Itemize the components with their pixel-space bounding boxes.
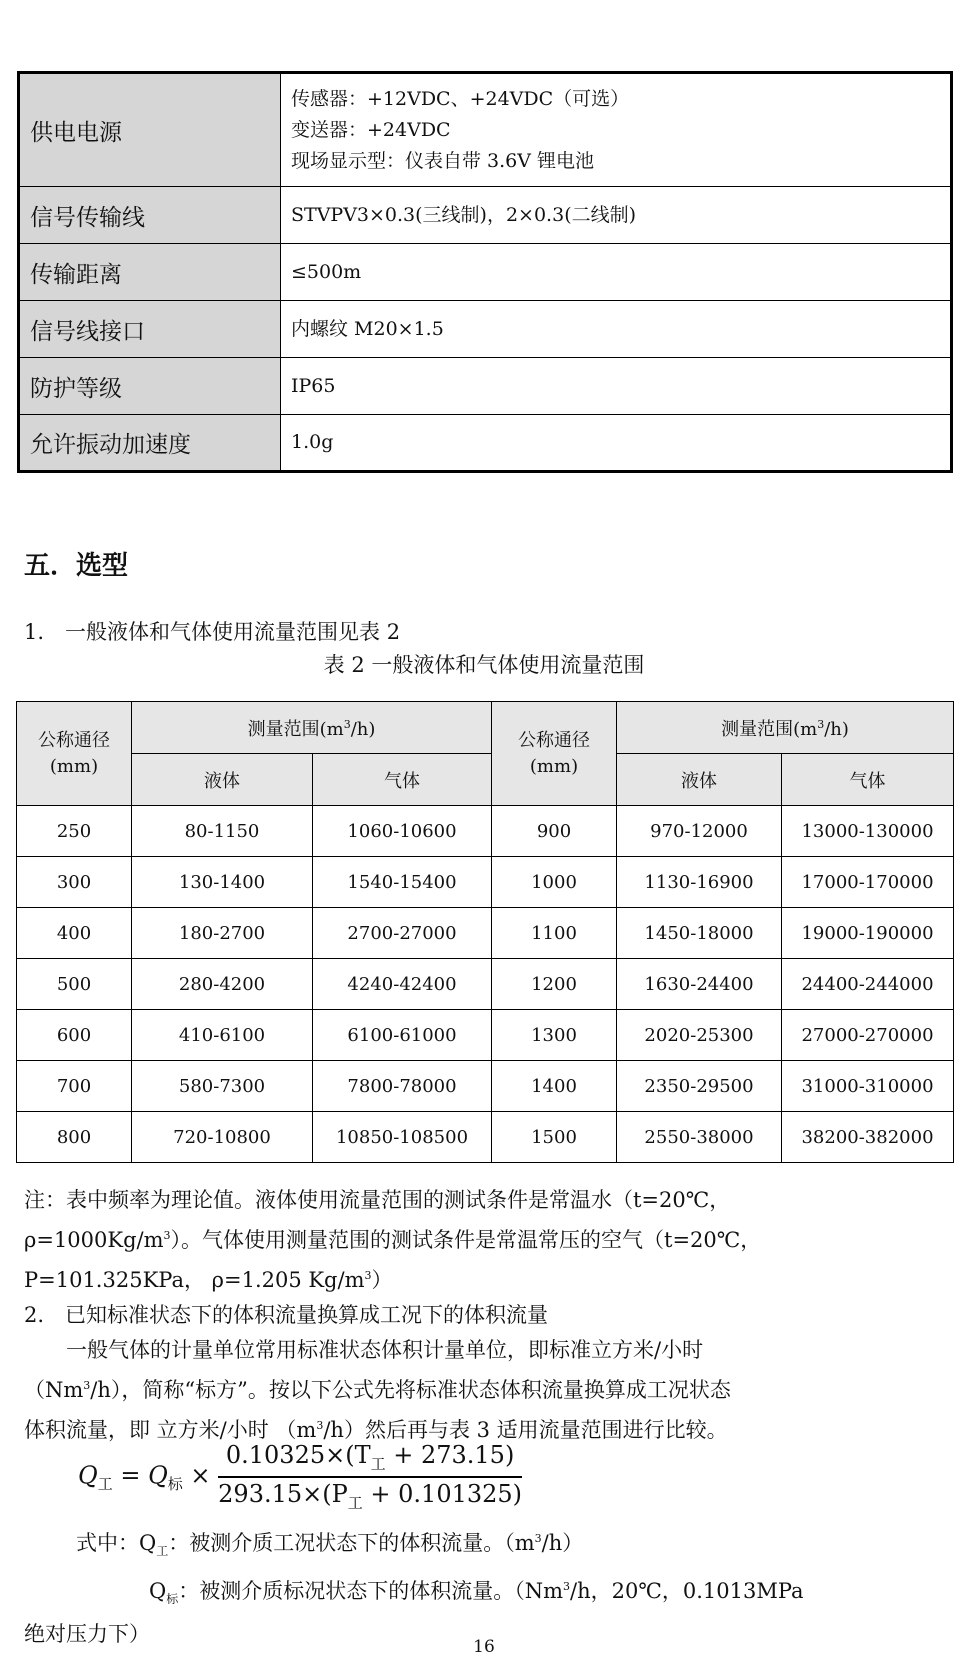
formula-times: ×	[182, 1461, 211, 1490]
formula-fraction	[218, 1441, 522, 1513]
formula-where	[24, 1521, 954, 1652]
note-line	[24, 1258, 954, 1298]
table-cell: 1500	[492, 1112, 617, 1163]
table-cell: 10850-108500	[313, 1112, 492, 1163]
para-sup: 3	[83, 1379, 91, 1392]
where-text: /h，20℃，0.1013MPa	[570, 1579, 804, 1604]
formula-text: 0.10325×(T	[225, 1441, 371, 1469]
range-header-sup: 3	[817, 717, 825, 731]
table-cell: 31000-310000	[782, 1061, 954, 1112]
formula-q: Q	[78, 1461, 98, 1490]
note-text: ）	[371, 1268, 393, 1292]
spec-line: 传感器：+12VDC、+24VDC（可选）	[291, 87, 630, 110]
table-cell: 1400	[492, 1061, 617, 1112]
note-sup: 3	[364, 1269, 372, 1282]
where-sup: 3	[563, 1580, 571, 1594]
range-header	[617, 702, 954, 754]
table-cell: 1450-18000	[617, 908, 782, 959]
liquid-header: 液体	[617, 754, 782, 806]
para-text: 体积流量，即 立方米/小时 （m	[24, 1418, 317, 1442]
table-cell: 1060-10600	[313, 806, 492, 857]
spec-key: 防护等级	[19, 358, 281, 415]
table-cell: 24400-244000	[782, 959, 954, 1010]
spec-value: 1.0g	[281, 415, 952, 472]
para-line: 一般气体的计量单位常用标准状态体积计量单位，即标准立方米/小时	[24, 1338, 704, 1362]
table-cell: 1540-15400	[313, 857, 492, 908]
table-cell: 6100-61000	[313, 1010, 492, 1061]
page-number: 16	[473, 1637, 495, 1657]
para-sup: 3	[316, 1419, 324, 1432]
spec-value: STVPV3×0.3(三线制)，2×0.3(二线制)	[281, 187, 952, 244]
table-caption: 表 2 一般液体和气体使用流量范围	[323, 653, 645, 677]
table-cell: 2020-25300	[617, 1010, 782, 1061]
dn-header	[17, 702, 132, 806]
dn-header-unit: (mm)	[529, 755, 579, 777]
table-cell: 4240-42400	[313, 959, 492, 1010]
spec-row	[19, 73, 952, 187]
spec-line: 变送器：+24VDC	[291, 118, 451, 141]
where-line	[24, 1569, 954, 1617]
spec-line: 现场显示型：仪表自带 3.6V 锂电池	[291, 149, 595, 172]
spec-row	[19, 244, 952, 301]
spec-key: 供电电源	[19, 73, 281, 187]
table-cell: 1130-16900	[617, 857, 782, 908]
formula-sub: 工	[97, 1475, 113, 1494]
where-sub: 工	[156, 1544, 169, 1559]
note-text: P=101.325KPa， ρ=1.205 Kg/m	[24, 1268, 365, 1292]
para-line	[24, 1368, 954, 1408]
subheader-row	[17, 754, 954, 806]
conversion-formula	[78, 1441, 522, 1513]
item-2: 2. 已知标准状态下的体积流量换算成工况下的体积流量	[24, 1303, 549, 1327]
spec-key: 允许振动加速度	[19, 415, 281, 472]
table-cell: 600	[17, 1010, 132, 1061]
note-text: ρ=1000Kg/m	[24, 1228, 164, 1252]
para-text: /h），简称“标方”。按以下公式先将标准状态体积流量换算成工况状态	[90, 1378, 731, 1402]
gas-header: 气体	[782, 754, 954, 806]
range-header-label: 测量范围(m	[247, 718, 344, 740]
para-text: （Nm	[24, 1378, 84, 1402]
table-row	[17, 806, 954, 857]
dn-header-unit: (mm)	[49, 755, 99, 777]
spec-value	[281, 73, 952, 187]
section-title: 五．选型	[24, 551, 129, 581]
range-header-sup: 3	[343, 717, 351, 731]
spec-value: IP65	[281, 358, 952, 415]
table-cell: 2700-27000	[313, 908, 492, 959]
dn-header-label: 公称通径	[38, 729, 110, 751]
flow-range-table	[16, 701, 954, 1163]
spec-value: ≤500m	[281, 244, 952, 301]
table-cell: 250	[17, 806, 132, 857]
spec-row	[19, 301, 952, 358]
spec-row	[19, 358, 952, 415]
dn-header-label: 公称通径	[518, 729, 590, 751]
table-cell: 19000-190000	[782, 908, 954, 959]
table-cell: 900	[492, 806, 617, 857]
formula-text: + 273.15)	[385, 1441, 515, 1469]
table-cell: 2350-29500	[617, 1061, 782, 1112]
table-cell: 280-4200	[132, 959, 313, 1010]
table-cell: 500	[17, 959, 132, 1010]
table-cell: 27000-270000	[782, 1010, 954, 1061]
table-cell: 400	[17, 908, 132, 959]
formula-sub: 工	[347, 1493, 363, 1512]
table-row	[17, 908, 954, 959]
spec-key: 信号传输线	[19, 187, 281, 244]
table-cell: 1200	[492, 959, 617, 1010]
table-row	[17, 857, 954, 908]
note-text: ）。气体使用测量范围的测试条件是常温常压的空气（t=20℃，	[170, 1228, 762, 1252]
table-row	[17, 959, 954, 1010]
table-cell: 300	[17, 857, 132, 908]
formula-text: + 0.101325)	[362, 1479, 523, 1508]
range-header-tail: /h)	[824, 718, 849, 740]
table-row	[17, 1010, 954, 1061]
spec-key: 信号线接口	[19, 301, 281, 358]
formula-eq: = Q	[112, 1461, 168, 1490]
table-cell: 17000-170000	[782, 857, 954, 908]
spec-table	[17, 71, 953, 473]
formula-sub: 工	[370, 1454, 386, 1473]
note-line: 注：表中频率为理论值。液体使用流量范围的测试条件是常温水（t=20℃，	[24, 1188, 731, 1212]
table-cell: 80-1150	[132, 806, 313, 857]
item-1: 1. 一般液体和气体使用流量范围见表 2	[24, 620, 401, 644]
table-cell: 38200-382000	[782, 1112, 954, 1163]
spec-value: 内螺纹 M20×1.5	[281, 301, 952, 358]
formula-sub: 标	[167, 1475, 183, 1494]
table-cell: 130-1400	[132, 857, 313, 908]
dn-header	[492, 702, 617, 806]
spec-key: 传输距离	[19, 244, 281, 301]
note-sup: 3	[163, 1229, 171, 1242]
liquid-header: 液体	[132, 754, 313, 806]
range-header	[132, 702, 492, 754]
para-text: /h）然后再与表 3 适用流量范围进行比较。	[323, 1418, 728, 1442]
table-cell: 1100	[492, 908, 617, 959]
flow-table-body	[17, 806, 954, 1163]
formula-text: 293.15×(P	[218, 1479, 348, 1508]
table-cell: 1300	[492, 1010, 617, 1061]
where-line: 绝对压力下）	[24, 1622, 150, 1647]
table-cell: 800	[17, 1112, 132, 1163]
where-text: Q	[149, 1579, 167, 1604]
table-cell: 7800-78000	[313, 1061, 492, 1112]
table-cell: 720-10800	[132, 1112, 313, 1163]
spec-row	[19, 415, 952, 472]
range-header-tail: /h)	[350, 718, 376, 740]
table-cell: 1630-24400	[617, 959, 782, 1010]
table-row	[17, 1061, 954, 1112]
note	[24, 1183, 954, 1448]
table-cell: 700	[17, 1061, 132, 1112]
formula-denominator	[218, 1478, 522, 1513]
table-cell: 180-2700	[132, 908, 313, 959]
where-line	[24, 1521, 954, 1569]
range-header-label: 测量范围(m	[721, 718, 818, 740]
table-cell: 580-7300	[132, 1061, 313, 1112]
table-cell: 970-12000	[617, 806, 782, 857]
where-text: ：被测介质工况状态下的体积流量。（m	[168, 1531, 535, 1555]
where-text: /h）	[541, 1531, 584, 1555]
spec-row	[19, 187, 952, 244]
table-cell: 13000-130000	[782, 806, 954, 857]
table-cell: 1000	[492, 857, 617, 908]
note-line	[24, 1218, 954, 1258]
table-row	[17, 1112, 954, 1163]
gas-header: 气体	[313, 754, 492, 806]
formula-numerator	[218, 1441, 522, 1478]
header-row	[17, 702, 954, 754]
table-cell: 2550-38000	[617, 1112, 782, 1163]
where-text: 式中：Q	[76, 1531, 157, 1555]
where-sub: 标	[166, 1592, 179, 1607]
table-cell: 410-6100	[132, 1010, 313, 1061]
where-sup: 3	[534, 1532, 542, 1545]
where-text: ：被测介质标况状态下的体积流量。（Nm	[178, 1579, 564, 1604]
